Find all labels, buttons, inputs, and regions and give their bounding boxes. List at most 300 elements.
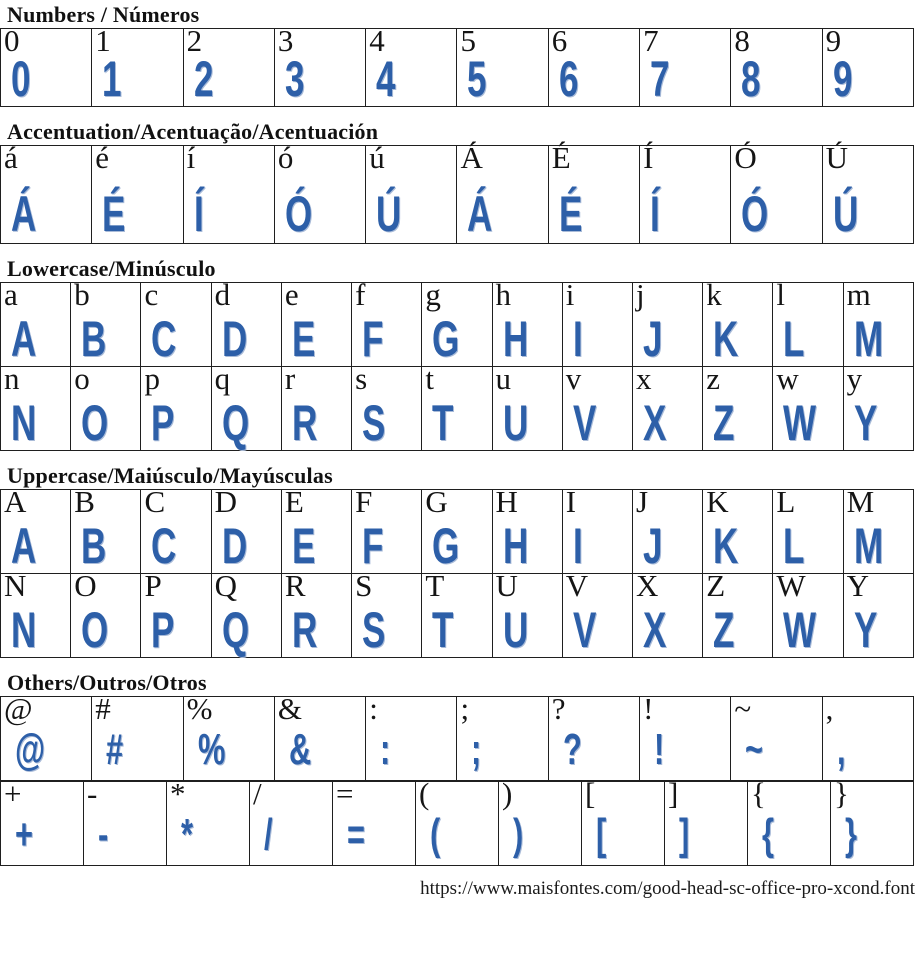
glyph-cell [1, 484, 71, 574]
glyph-cell [1, 568, 71, 658]
reference-char: L [776, 484, 796, 519]
glyph-cell [92, 691, 183, 781]
glyph-cell [92, 140, 183, 244]
reference-char: ? [551, 691, 566, 726]
reference-char: 3 [277, 23, 294, 58]
reference-char: ~ [734, 691, 752, 726]
font-glyph: Í [650, 186, 660, 242]
font-glyph: = [347, 810, 365, 859]
reference-char: A [4, 484, 27, 519]
font-glyph: 2 [193, 51, 214, 107]
reference-char: = [336, 776, 354, 811]
glyph-cell [281, 361, 351, 451]
glyph-table [0, 23, 914, 107]
reference-char: E [284, 484, 304, 519]
glyph-cell [183, 691, 274, 781]
glyph-cell [281, 484, 351, 574]
glyph-row [1, 574, 914, 658]
font-glyph: / [264, 810, 273, 859]
footer-url: https://www.maisfontes.com/good-head-sc-office-pro-xcond.font [420, 878, 915, 899]
reference-char: c [144, 277, 159, 312]
reference-char: a [4, 277, 18, 312]
glyph-cell [703, 484, 773, 574]
font-glyph: L [783, 311, 805, 367]
glyph-tables-numbers [0, 23, 916, 107]
glyph-cell [499, 776, 582, 866]
glyph-cell [548, 691, 639, 781]
glyph-cell [703, 568, 773, 658]
reference-char: # [95, 691, 111, 726]
font-glyph: S [362, 602, 386, 658]
reference-char: B [74, 484, 95, 519]
glyph-cell [274, 140, 365, 244]
glyph-cell [1, 23, 92, 107]
glyph-cell [71, 568, 141, 658]
font-glyph: I [572, 311, 583, 367]
reference-char: 4 [369, 23, 385, 58]
reference-char: r [284, 361, 296, 396]
reference-char: ó [277, 140, 294, 175]
reference-char: ] [668, 776, 679, 811]
reference-char: 5 [460, 23, 476, 58]
section-lowercase [0, 256, 916, 451]
font-glyph: U [502, 602, 528, 658]
glyph-cell [141, 277, 211, 367]
font-glyph: P [151, 602, 175, 658]
glyph-cell [352, 568, 422, 658]
font-glyph: @ [15, 725, 46, 774]
font-glyph: N [11, 395, 37, 451]
font-glyph: ~ [745, 725, 764, 774]
font-glyph: R [291, 395, 318, 451]
reference-char: * [170, 776, 186, 811]
font-glyph: N [11, 602, 37, 658]
font-glyph: + [15, 810, 33, 859]
font-glyph: W [783, 395, 817, 451]
font-glyph: Ú [376, 186, 402, 242]
reference-char: { [751, 776, 766, 811]
section-numbers [0, 2, 916, 107]
font-glyph: Ú [832, 186, 858, 242]
font-glyph: K [713, 311, 739, 367]
reference-char: i [565, 277, 575, 312]
font-glyph: ] [679, 810, 690, 859]
font-glyph: ; [471, 725, 482, 774]
reference-char: y [846, 361, 863, 396]
reference-char: R [284, 568, 306, 603]
reference-char: v [565, 361, 582, 396]
glyph-table [0, 484, 914, 658]
reference-char: } [834, 776, 849, 811]
reference-char: é [95, 140, 110, 175]
reference-char: @ [4, 691, 33, 726]
font-glyph: I [572, 518, 583, 574]
reference-char: w [776, 361, 799, 396]
reference-char: F [355, 484, 373, 519]
glyph-cell [183, 140, 274, 244]
reference-char: m [846, 277, 871, 312]
font-glyph: H [502, 311, 528, 367]
glyph-row [1, 490, 914, 574]
reference-char: g [425, 277, 441, 312]
glyph-cell [582, 776, 665, 866]
section-uppercase [0, 463, 916, 658]
glyph-cell [640, 691, 731, 781]
glyph-cell [548, 140, 639, 244]
font-glyph: : [380, 725, 391, 774]
glyph-cell [1, 277, 71, 367]
reference-char: K [706, 484, 729, 519]
font-glyph: V [572, 395, 597, 451]
reference-char: p [144, 361, 160, 396]
reference-char: 2 [186, 23, 203, 58]
font-glyph: A [11, 311, 37, 367]
glyph-cell [366, 140, 457, 244]
font-glyph: ) [513, 810, 524, 859]
reference-char: f [355, 277, 366, 312]
glyph-row [1, 283, 914, 367]
glyph-cell [822, 23, 913, 107]
glyph-cell [422, 361, 492, 451]
font-glyph: [ [596, 810, 607, 859]
glyph-cell [422, 484, 492, 574]
reference-char: , [825, 691, 834, 726]
font-glyph: U [502, 395, 528, 451]
reference-char: - [87, 776, 98, 811]
glyph-cell [141, 568, 211, 658]
glyph-cell [562, 361, 632, 451]
glyph-cell [492, 568, 562, 658]
glyph-tables-lowercase [0, 277, 916, 451]
reference-char: ) [502, 776, 513, 811]
glyph-cell [731, 140, 822, 244]
font-glyph: - [98, 810, 109, 859]
font-glyph: F [362, 311, 384, 367]
glyph-cell [492, 361, 562, 451]
font-glyph: # [106, 725, 124, 774]
font-glyph: 8 [741, 51, 761, 107]
glyph-cell [71, 361, 141, 451]
glyph-cell [703, 361, 773, 451]
font-glyph: Y [853, 602, 877, 658]
glyph-cell [632, 484, 702, 574]
glyph-cell [366, 23, 457, 107]
font-glyph: É [102, 186, 126, 242]
glyph-cell [167, 776, 250, 866]
font-glyph: 1 [102, 51, 122, 107]
glyph-table [0, 277, 914, 451]
font-glyph: S [362, 395, 386, 451]
font-glyph: D [221, 518, 247, 574]
font-glyph: 9 [832, 51, 853, 107]
font-glyph: X [642, 395, 667, 451]
font-glyph: Á [11, 186, 37, 242]
glyph-cell [843, 568, 913, 658]
glyph-cell [352, 361, 422, 451]
reference-char: X [635, 568, 659, 603]
font-glyph: Z [713, 602, 735, 658]
font-glyph: F [362, 518, 384, 574]
glyph-cell [250, 776, 333, 866]
font-glyph: E [291, 311, 316, 367]
glyph-cell [492, 484, 562, 574]
reference-char: h [495, 277, 512, 312]
glyph-cell [731, 23, 822, 107]
font-glyph: C [151, 518, 177, 574]
glyph-cell [416, 776, 499, 866]
glyph-row [1, 697, 914, 781]
reference-char: Ó [734, 140, 757, 175]
font-glyph: 0 [11, 51, 31, 107]
glyph-cell [703, 277, 773, 367]
reference-char: 6 [551, 23, 568, 58]
reference-char: / [253, 776, 262, 811]
glyph-cell [1, 361, 71, 451]
reference-char: É [551, 140, 571, 175]
reference-char: C [144, 484, 166, 519]
glyph-cell [141, 484, 211, 574]
glyph-cell [562, 277, 632, 367]
glyph-cell [632, 361, 702, 451]
font-glyph: , [836, 725, 846, 774]
reference-char: b [74, 277, 90, 312]
glyph-cell [281, 277, 351, 367]
reference-char: ! [643, 691, 654, 726]
reference-char: e [284, 277, 299, 312]
font-glyph: * [181, 810, 193, 859]
glyph-cell [1, 140, 92, 244]
font-glyph: O [81, 602, 109, 658]
reference-char: u [495, 361, 512, 396]
font-glyph: D [221, 311, 247, 367]
glyph-cell [281, 568, 351, 658]
glyph-cell [548, 23, 639, 107]
font-glyph: % [197, 725, 225, 774]
font-glyph: C [151, 311, 177, 367]
reference-char: l [776, 277, 786, 312]
glyph-cell [492, 277, 562, 367]
font-glyph: É [558, 186, 583, 242]
glyph-cell [422, 568, 492, 658]
glyph-cell [274, 23, 365, 107]
glyph-cell [748, 776, 831, 866]
reference-char: Q [214, 568, 238, 603]
font-glyph: P [151, 395, 175, 451]
reference-char: G [425, 484, 448, 519]
glyph-cell [640, 23, 731, 107]
reference-char: Á [460, 140, 483, 175]
section-accentuation [0, 119, 916, 244]
reference-char: 7 [643, 23, 659, 58]
reference-char: ú [369, 140, 385, 175]
section-others [0, 670, 916, 866]
reference-char: J [635, 484, 649, 519]
glyph-row [1, 146, 914, 244]
glyph-cell [562, 568, 632, 658]
glyph-cell [352, 277, 422, 367]
glyph-cell [1, 691, 92, 781]
reference-char: x [635, 361, 652, 396]
reference-char: & [277, 691, 303, 726]
reference-char: N [4, 568, 27, 603]
glyph-cell [562, 484, 632, 574]
font-glyph: { [762, 810, 774, 859]
font-glyph: T [432, 395, 454, 451]
font-glyph: B [81, 518, 107, 574]
glyph-cell [822, 140, 913, 244]
font-glyph: ? [562, 725, 582, 774]
glyph-cell [632, 568, 702, 658]
font-glyph: G [432, 518, 460, 574]
glyph-cell [211, 484, 281, 574]
reference-char: : [369, 691, 378, 726]
glyph-cell [843, 361, 913, 451]
reference-char: q [214, 361, 231, 396]
glyph-table [0, 776, 914, 866]
font-glyph: ( [430, 810, 441, 859]
font-glyph: H [502, 518, 528, 574]
reference-char: S [355, 568, 373, 603]
font-glyph: B [81, 311, 107, 367]
font-glyph: Z [713, 395, 735, 451]
glyph-cell [1, 776, 84, 866]
section-title-lowercase: Lowercase/Minúsculo [7, 256, 216, 281]
glyph-cell [211, 277, 281, 367]
glyph-cell [333, 776, 416, 866]
font-glyph: Y [853, 395, 877, 451]
reference-char: W [776, 568, 806, 603]
section-title-uppercase: Uppercase/Maiúsculo/Mayúsculas [7, 463, 333, 488]
font-glyph: Í [193, 186, 204, 242]
glyph-cell [84, 776, 167, 866]
glyph-cell [640, 140, 731, 244]
glyph-cell [92, 23, 183, 107]
reference-char: á [4, 140, 18, 175]
font-glyph: 7 [650, 51, 670, 107]
reference-char: z [706, 361, 720, 396]
reference-char: ( [419, 776, 430, 811]
font-glyph: Ó [284, 186, 313, 242]
font-glyph: O [81, 395, 109, 451]
glyph-tables-uppercase [0, 484, 916, 658]
font-glyph: Á [467, 186, 493, 242]
font-glyph: 3 [284, 51, 305, 107]
glyph-cell [632, 277, 702, 367]
font-glyph: ! [654, 725, 665, 774]
font-glyph: & [288, 725, 312, 774]
reference-char: U [495, 568, 518, 603]
font-glyph: T [432, 602, 454, 658]
reference-char: [ [585, 776, 596, 811]
glyph-cell [731, 691, 822, 781]
glyph-cell [71, 484, 141, 574]
glyph-row [1, 367, 914, 451]
glyph-cell [822, 691, 913, 781]
font-glyph: X [642, 602, 667, 658]
glyph-table [0, 691, 914, 781]
reference-char: d [214, 277, 231, 312]
font-glyph: Q [221, 395, 249, 451]
glyph-cell [457, 691, 548, 781]
reference-char: 1 [95, 23, 111, 58]
reference-char: Y [846, 568, 870, 603]
font-glyph: M [853, 311, 883, 367]
reference-char: Z [706, 568, 726, 603]
glyph-cell [183, 23, 274, 107]
reference-char: M [846, 484, 875, 519]
font-glyph: M [853, 518, 883, 574]
glyph-cell [422, 277, 492, 367]
reference-char: D [214, 484, 238, 519]
reference-char: O [74, 568, 97, 603]
glyph-cell [773, 277, 843, 367]
glyph-cell [773, 361, 843, 451]
font-glyph: A [11, 518, 37, 574]
glyph-cell [366, 691, 457, 781]
reference-char: % [186, 691, 213, 726]
font-glyph: Ó [741, 186, 769, 242]
glyph-cell [773, 568, 843, 658]
glyph-table [0, 140, 914, 244]
reference-char: t [425, 361, 434, 396]
glyph-cell [843, 484, 913, 574]
glyph-cell [274, 691, 365, 781]
section-title-numbers: Numbers / Números [7, 2, 200, 27]
reference-char: s [355, 361, 368, 396]
glyph-cell [457, 23, 548, 107]
font-glyph: } [845, 810, 857, 859]
font-glyph: 6 [558, 51, 579, 107]
font-glyph: 5 [467, 51, 487, 107]
reference-char: 0 [4, 23, 20, 58]
reference-char: ; [460, 691, 470, 726]
reference-char: Í [643, 140, 654, 175]
reference-char: V [565, 568, 589, 603]
reference-char: P [144, 568, 162, 603]
font-glyph: G [432, 311, 460, 367]
reference-char: j [635, 277, 645, 312]
reference-char: 9 [825, 23, 842, 58]
glyph-cell [141, 361, 211, 451]
font-glyph: 4 [376, 51, 396, 107]
reference-char: T [425, 568, 445, 603]
reference-char: o [74, 361, 90, 396]
font-glyph: R [291, 602, 318, 658]
glyph-cell [211, 568, 281, 658]
section-title-accentuation: Accentuation/Acentuação/Acentuación [7, 119, 379, 144]
reference-char: 8 [734, 23, 750, 58]
glyph-row [1, 782, 914, 866]
glyph-row [1, 29, 914, 107]
glyph-cell [831, 776, 914, 866]
font-glyph: W [783, 602, 817, 658]
reference-char: I [565, 484, 577, 519]
font-glyph: J [642, 518, 663, 574]
glyph-cell [211, 361, 281, 451]
glyph-cell [843, 277, 913, 367]
glyph-cell [773, 484, 843, 574]
reference-char: í [186, 140, 196, 175]
reference-char: + [4, 776, 22, 811]
reference-char: Ú [825, 140, 849, 175]
glyph-cell [352, 484, 422, 574]
reference-char: k [706, 277, 722, 312]
glyph-cell [71, 277, 141, 367]
font-glyph: Q [221, 602, 249, 658]
reference-char: H [495, 484, 518, 519]
reference-char: n [4, 361, 20, 396]
section-title-others: Others/Outros/Otros [7, 670, 207, 695]
